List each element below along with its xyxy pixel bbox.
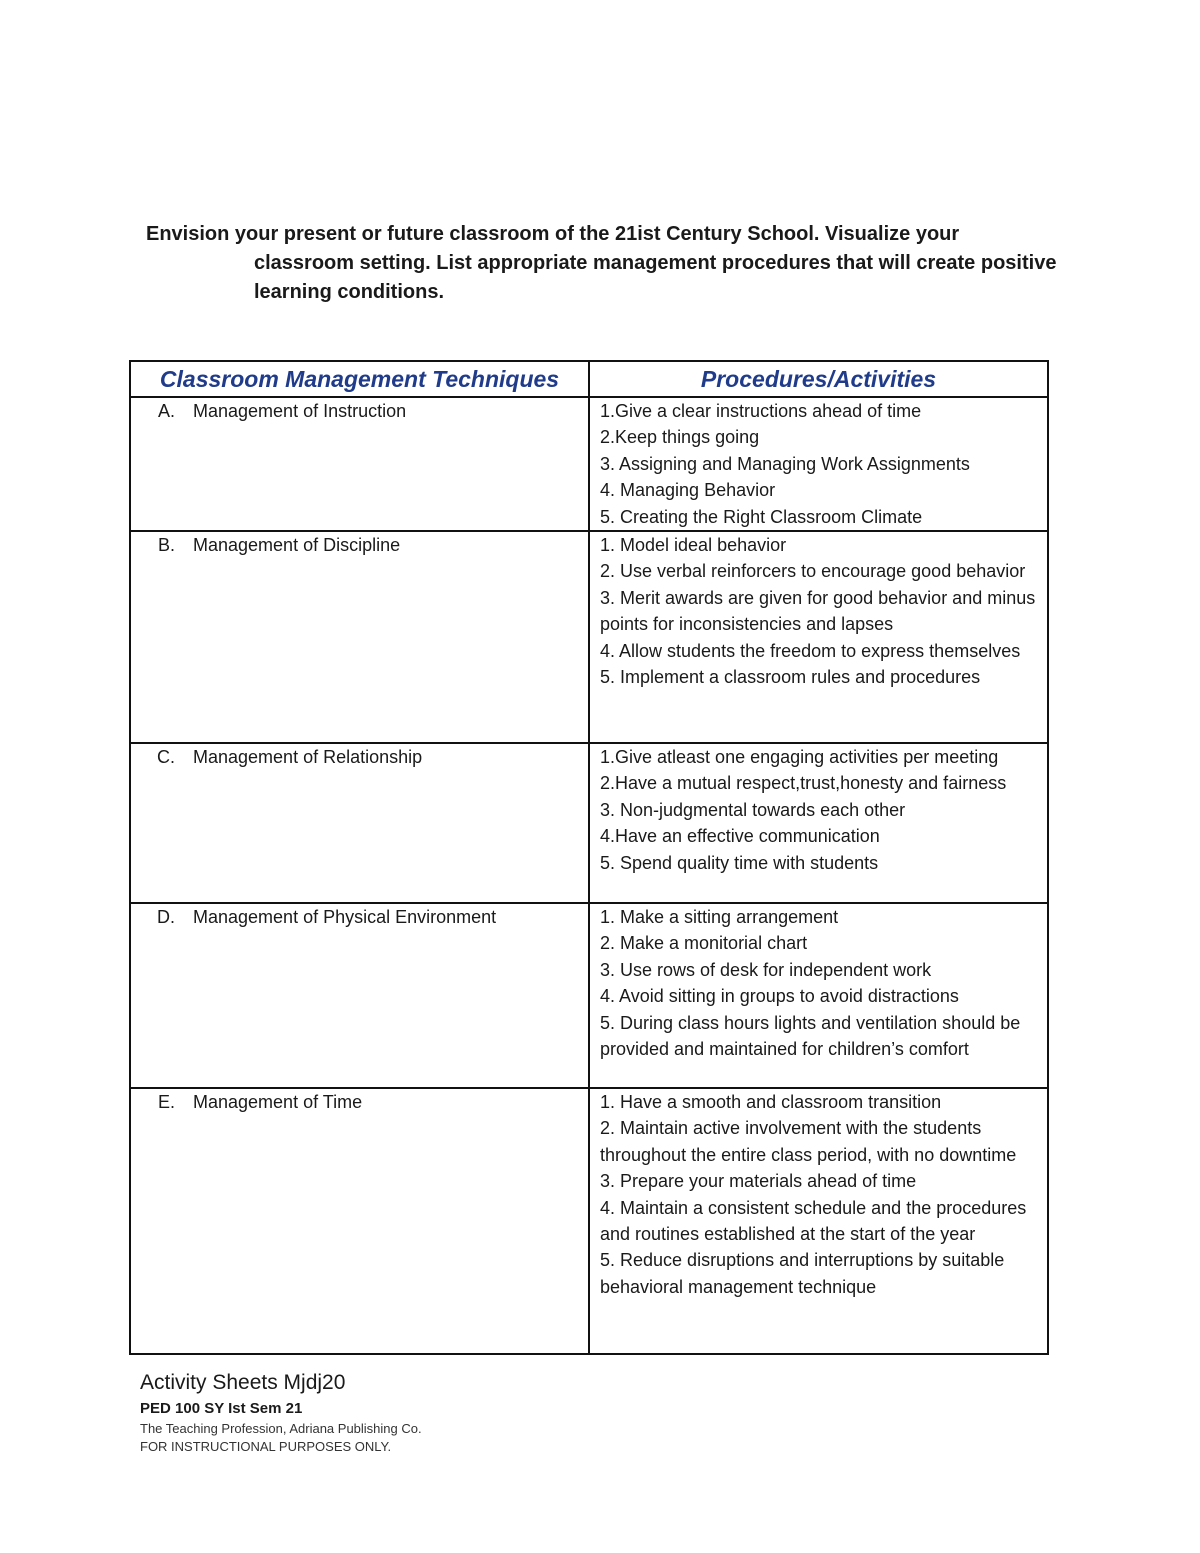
procedure-item: 2.Have a mutual respect,trust,honesty and fairness xyxy=(600,773,1007,794)
footer-course: PED 100 SY Ist Sem 21 xyxy=(140,1400,303,1417)
technique-label: Management of Time xyxy=(193,1092,363,1113)
procedure-item: 2.Keep things going xyxy=(600,427,760,448)
procedures-cell xyxy=(589,903,1048,1088)
procedure-item: 5. Reduce disruptions and interruptions by suitable behavioral management technique xyxy=(600,1250,1005,1297)
procedure-item: 3. Merit awards are given for good behavior and minus points for inconsistencies and lapses xyxy=(600,587,1036,635)
procedure-item: 1.Give a clear instructions ahead of time xyxy=(600,401,922,421)
procedures-cell xyxy=(589,397,1048,531)
procedure-item: 2. Use verbal reinforcers to encourage good behavior xyxy=(600,561,1026,582)
procedure-item: 3. Prepare your materials ahead of time xyxy=(600,1171,917,1192)
table-row xyxy=(130,903,1048,1088)
table-row xyxy=(130,1088,1048,1354)
procedure-item: 1. Make a sitting arrangement xyxy=(600,907,839,928)
procedure-item: 4. Allow students the freedom to express themselves xyxy=(600,640,1021,661)
technique-cell xyxy=(130,531,589,743)
procedure-item: 3. Use rows of desk for independent work xyxy=(600,959,932,980)
procedures-cell xyxy=(589,743,1048,903)
procedures-cell xyxy=(589,531,1048,743)
technique-cell xyxy=(130,743,589,903)
footer-publisher: The Teaching Profession, Adriana Publishing Co. xyxy=(140,1421,422,1436)
procedure-item: 1.Give atleast one engaging activities per meeting xyxy=(600,747,999,768)
procedure-item: 2. Maintain active involvement with the students throughout the entire class period, with no downtime xyxy=(600,1118,1017,1165)
instructions-line-3: learning conditions. xyxy=(254,281,445,303)
procedure-item: 5. Spend quality time with students xyxy=(600,852,879,873)
procedure-item: 4. Maintain a consistent schedule and the procedures and routines established at the start of the year xyxy=(600,1197,1027,1245)
procedure-item: 1. Model ideal behavior xyxy=(600,535,787,556)
instructions xyxy=(146,220,1066,307)
procedure-item: 3. Non-judgmental towards each other xyxy=(600,799,906,820)
header-techniques: Classroom Management Techniques xyxy=(130,361,589,397)
technique-label: Management of Discipline xyxy=(193,535,401,556)
technique-cell xyxy=(130,1088,589,1354)
management-table xyxy=(129,360,1049,1355)
technique-label: Management of Physical Environment xyxy=(193,907,497,928)
row-letter: D. xyxy=(157,907,175,928)
header-procedures: Procedures/Activities xyxy=(589,361,1048,397)
technique-label: Management of Instruction xyxy=(193,401,407,421)
procedure-item: 4.Have an effective communication xyxy=(600,826,880,847)
row-letter: C. xyxy=(157,747,175,768)
footer-notice: FOR INSTRUCTIONAL PURPOSES ONLY. xyxy=(140,1439,392,1454)
footer xyxy=(140,1368,422,1456)
procedure-item: 2. Make a monitorial chart xyxy=(600,933,808,954)
procedure-item: 5. Creating the Right Classroom Climate xyxy=(600,506,923,527)
row-letter: E. xyxy=(157,1092,175,1113)
procedure-item: 5. During class hours lights and ventilation should be provided and maintained for children’s comfort xyxy=(600,1012,1021,1060)
instructions-line-2: classroom setting. List appropriate management procedures that will create positive xyxy=(254,252,1057,274)
technique-cell xyxy=(130,397,589,531)
row-letter: A. xyxy=(157,401,175,421)
table-row xyxy=(130,397,1048,531)
table-row xyxy=(130,743,1048,903)
procedure-item: 5. Implement a classroom rules and procedures xyxy=(600,667,981,688)
procedure-item: 4. Managing Behavior xyxy=(600,480,776,501)
table-header-row xyxy=(130,361,1048,397)
technique-cell xyxy=(130,903,589,1088)
technique-label: Management of Relationship xyxy=(193,747,423,768)
procedure-item: 1. Have a smooth and classroom transition xyxy=(600,1092,942,1113)
procedures-cell xyxy=(589,1088,1048,1354)
footer-title: Activity Sheets Mjdj20 xyxy=(140,1371,346,1394)
procedure-item: 3. Assigning and Managing Work Assignments xyxy=(600,453,970,474)
instructions-line-1: Envision your present or future classroom of the 21ist Century School. Visualize your xyxy=(146,223,960,245)
table-row xyxy=(130,531,1048,743)
row-letter: B. xyxy=(157,535,175,556)
procedure-item: 4. Avoid sitting in groups to avoid distractions xyxy=(600,986,959,1007)
